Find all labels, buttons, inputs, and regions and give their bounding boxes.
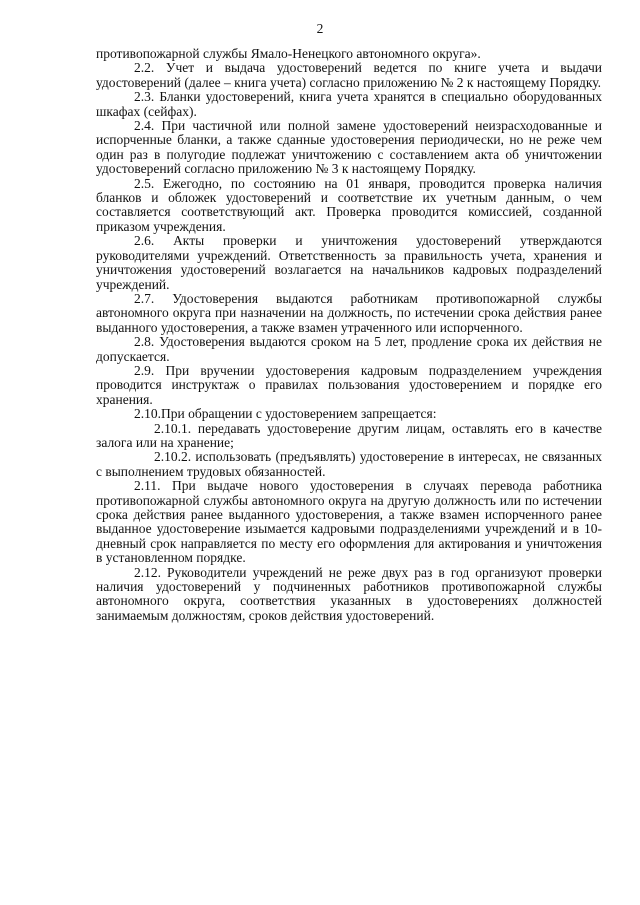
document-body — [96, 47, 602, 623]
paragraph-2-12: 2.12. Руководители учреждений не реже двух раз в год организуют проверки наличия удостоверений у подчиненных работников противопожарной службы автономного округа, соответствия указанных в удостоверениях должностей занимаемым должностям, сроков действия удостоверений. — [96, 564, 602, 623]
paragraph-2-10-1: 2.10.1. передавать удостоверение другим лицам, оставлять его в качестве залога или на хранение; — [96, 420, 602, 450]
paragraph-2-3: 2.3. Бланки удостоверений, книга учета хранятся в специально оборудованных шкафах (сейфах). — [96, 89, 602, 119]
paragraph-2-2: 2.2. Учет и выдача удостоверений ведется по книге учета и выдачи удостоверений (далее – книга учета) согласно приложению № 2 к настоящему Порядку. — [96, 60, 602, 90]
paragraph-2-7: 2.7. Удостоверения выдаются работникам противопожарной службы автономного округа при назначении на должность, по истечении срока действия ранее выданного удостоверения, а также взамен утраченного или испорченного. — [96, 290, 602, 335]
paragraph-continuation: противопожарной службы Ямало-Ненецкого автономного округа». — [96, 46, 481, 61]
paragraph-2-6: 2.6. Акты проверки и уничтожения удостоверений утверждаются руководителями учреждений. Ответственность за правильность учета, хранения и уничтожения удостоверений возлагается на начальников кадровых подразделений учреждений. — [96, 233, 602, 292]
paragraph-2-11: 2.11. При выдаче нового удостоверения в случаях перевода работника противопожарной службы автономного округа на другую должность или по истечении срока действия ранее выданного удостоверения, а также взамен испорченного ранее выданное удостоверение изымается кадровыми подразделениями учреждений и в 10-дневный срок направляется по месту его оформления для актирования и уничтожения в установленном порядке. — [96, 478, 602, 566]
paragraph-2-4: 2.4. При частичной или полной замене удостоверений неизрасходованные и испорченные бланки, а также сданные удостоверения периодически, но не реже чем один раз в полугодие подлежат уничтожению с составлением акта об уничтожении удостоверений согласно приложению № 3 к настоящему Порядку. — [96, 118, 602, 177]
paragraph-2-5: 2.5. Ежегодно, по состоянию на 01 января, проводится проверка наличия бланков и обложек удостоверений и соответствие их учетным данным, о чем составляется соответствующий акт. Проверка проводится комиссией, созданной приказом учреждения. — [96, 175, 602, 234]
paragraph-2-10-2: 2.10.2. использовать (предъявлять) удостоверение в интересах, не связанных с выполнением трудовых обязанностей. — [96, 449, 602, 479]
paragraph-2-8: 2.8. Удостоверения выдаются сроком на 5 лет, продление срока их действия не допускается. — [96, 334, 602, 364]
paragraph-2-9: 2.9. При вручении удостоверения кадровым подразделением учреждения проводится инструктаж о правилах пользования удостоверением и порядке его хранения. — [96, 362, 602, 407]
paragraph-2-10: 2.10.При обращении с удостоверением запрещается: — [134, 406, 437, 422]
page-number: 2 — [316, 21, 324, 36]
